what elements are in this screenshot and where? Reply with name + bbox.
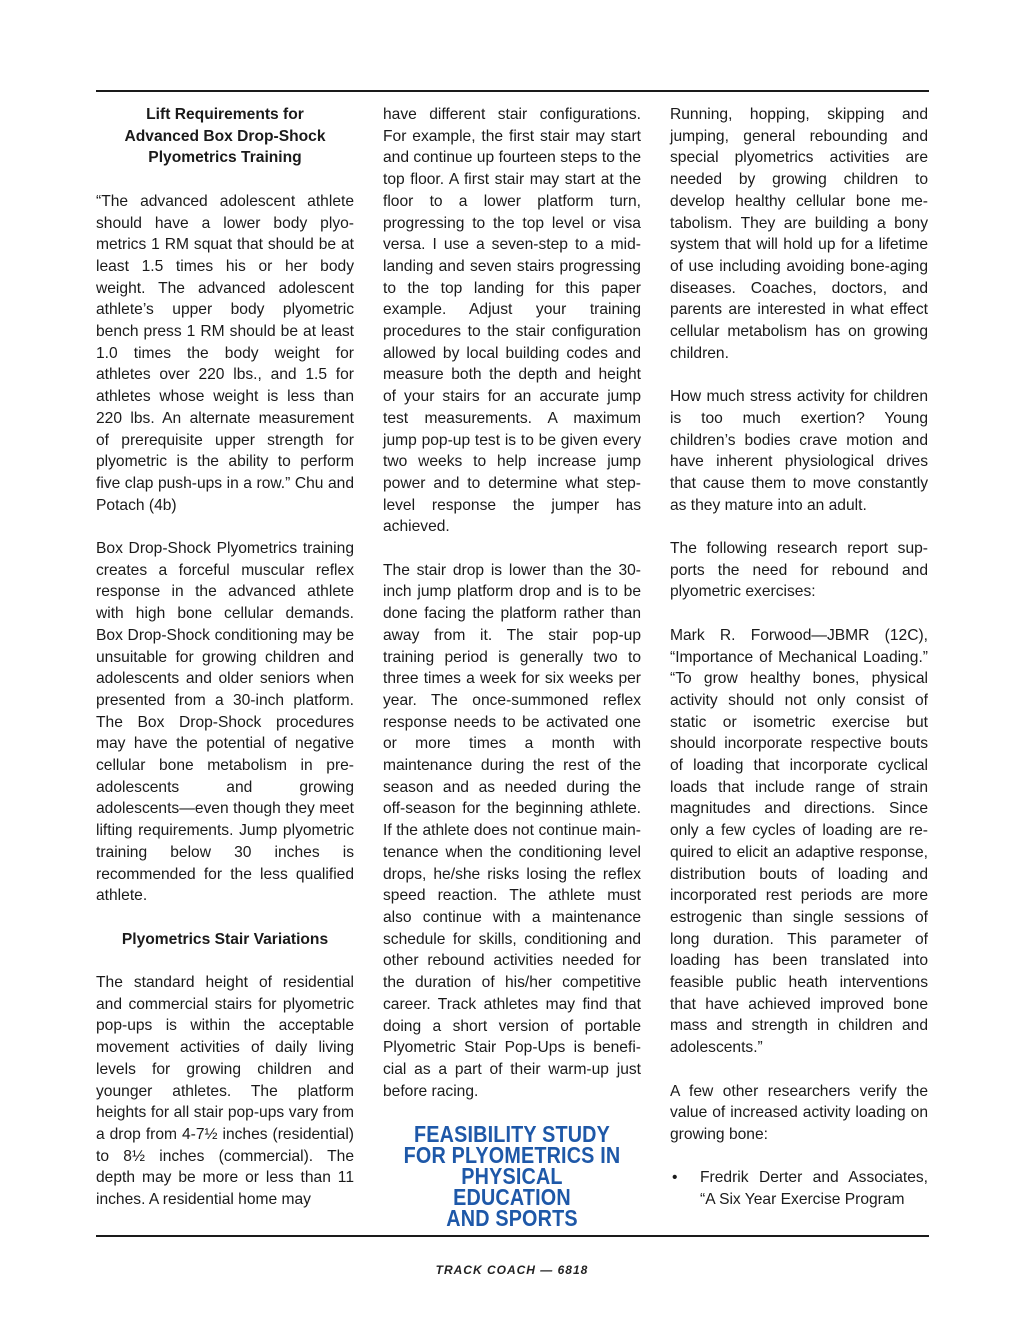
feature-title-line: FEASIBILITY STUDY: [414, 1121, 610, 1148]
column-2: [383, 104, 641, 1232]
section-heading-stair-variations: Plyometrics Stair Variations: [121, 930, 329, 948]
paragraph: “The advanced adolescent athlete should have a lower body plyometrics 1 RM squat that should be at least 1.5 times his or her body weight. The advanced adolescent athlete’s upper body plyometric bench press 1 RM should be at least 1.0 times the body weight for athletes over 220 lbs., and 1.5 for athletes whose weight is less than 220 lbs. An alternate measurement of prerequisite upper strength for plyometric is the ability to perform five clap push-ups in a row.” Chu and Potach (4b): [96, 192, 354, 514]
top-rule: [96, 90, 929, 92]
bullet-item: [670, 1167, 928, 1210]
paragraph: have different stair configurations. For example, the first stair may start and continue up fourteen steps to the top floor. A first stair may start at the floor to a lower platform turn, progressing to the top level or visa versa. I use a seven-step to a mid-landing and seven stairs progressing to the top landing for this paper example. Adjust your training procedures to the stair configuration allowed by local building codes and measure both the depth and height of your stairs for an accurate jump test measurements. A maximum jump pop-up test is to be given every two weeks to help increase jump power and to determine what step-level response the jumper has achieved.: [383, 106, 641, 536]
paragraph: Box Drop-Shock Plyometrics training creates a forceful muscular reflex response in the advanced athlete with high bone cellular demands. Box Drop-Shock conditioning may be unsuitable for growing children and adolescents and older seniors when presented from a 30-inch platform. The Box Drop-Shock procedures may have the potential of negative cellular bone metabolism in pre-adolescents and growing adolescents—even though they meet lifting requirements. Jump plyometric training below 30 inches is recommended for the less qualified athlete.: [96, 540, 354, 905]
paragraph: Running, hopping, skipping and jumping, general rebounding and special plyometrics activities are needed by growing children to develop healthy cellular bone metabolism. They are building a bony system that will hold up for a lifetime of use including avoiding bone-aging diseases. Coaches, doctors, and parents are interested in what effect cellular metabolism has on growing children.: [670, 106, 928, 362]
page-footer: TRACK COACH — 6818: [435, 1263, 589, 1277]
feature-title-line: FOR PLYOMETRICS IN: [403, 1142, 621, 1169]
section-heading-lift-requirements: Lift Requirements for Advanced Box Drop-Shock Plyometrics Training: [124, 106, 326, 167]
feature-title: [401, 1121, 623, 1232]
paragraph: How much stress activity for children is too much exertion? Young children’s bodies crave motion and have inherent physiological drives that cause them to move constantly as they mature into an adult.: [670, 388, 928, 514]
paragraph: The standard height of residential and commercial stairs for plyometric pop-ups is within the acceptable movement activities of daily living levels for growing children and younger athletes. The platform heights for all stair pop-ups vary from a drop from 4-7½ inches (residential) to 8½ inches (commercial). The depth may be more or less than 11 inches. A residential home may: [96, 974, 354, 1209]
feature-title-line: AND SPORTS: [446, 1205, 578, 1232]
column-3: [670, 104, 928, 1211]
column-1: [96, 104, 354, 1232]
bullet-dot-icon: •: [672, 1169, 678, 1187]
feature-title-line: PHYSICAL EDUCATION: [453, 1163, 571, 1211]
bullet-text: Fredrik Derter and Associates, “A Six Year Exercise Program: [700, 1169, 928, 1209]
paragraph: A few other researchers verify the value of increased activity loading on growing bone:: [670, 1082, 928, 1143]
paragraph: The following research report supports the need for rebound and plyometric exercises:: [670, 540, 928, 601]
paragraph: Mark R. Forwood—JBMR (12C), “Importance of Mechanical Loading.” “To grow healthy bones, physical activity should not only consist of static or isometric exercise but should incorporate respective bouts of loading that incorporate cyclical loads that include range of strain magnitudes and directions. Since only a few cycles of loading are required to elicit an adaptive response, distribution bouts of loading and incorporated rest periods are more estrogenic than single sessions of long duration. This parameter of loading has been translated into feasible public heath interventions that have achieved improved bone mass and strength in children and adolescents.”: [670, 626, 928, 1057]
bottom-rule: [96, 1235, 929, 1237]
paragraph: The stair drop is lower than the 30-inch jump platform drop and is to be done facing the platform rather than away from it. The stair pop-up training period is generally two to three times a week for six weeks per year. The once-summoned reflex response needs to be activated one or more times a month with maintenance during the rest of the season and as needed during the off-season for the beginning athlete. If the athlete does not continue maintenance when the conditioning level drops, he/she risks losing the reflex speed reaction. The athlete must also continue with a maintenance schedule for skills, conditioning and other rebound activities needed for the duration of his/her competitive career. Track athletes may find that doing a short version of portable Plyometric Stair Pop-Ups is beneficial as a part of their warm-up just before racing.: [383, 561, 641, 1100]
